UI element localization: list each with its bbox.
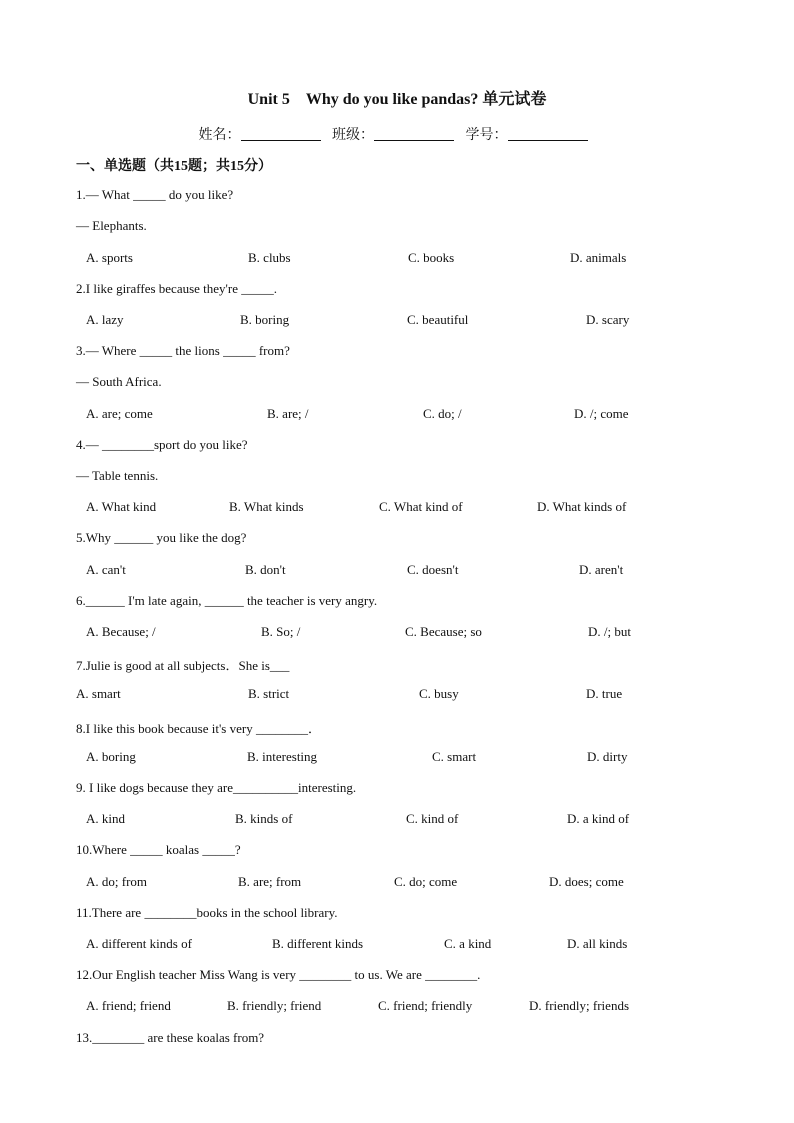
option-d: D. true bbox=[586, 686, 623, 701]
id-blank bbox=[508, 126, 588, 141]
option-c: C. a kind bbox=[444, 936, 492, 951]
name-label: 姓名： bbox=[198, 128, 241, 143]
option-a: A. are; come bbox=[86, 406, 153, 421]
class-label: 班级： bbox=[332, 128, 374, 143]
question-stem: 1.— What _____ do you like? bbox=[76, 187, 234, 202]
option-row bbox=[0, 250, 794, 268]
section-title: 一、单选题（共15题；共15分） bbox=[76, 159, 272, 174]
question-reply: — Table tennis. bbox=[76, 468, 159, 483]
option-b: B. don't bbox=[245, 562, 286, 577]
option-c: C. smart bbox=[432, 749, 477, 764]
option-c: C. Because; so bbox=[405, 624, 482, 639]
option-c: C. books bbox=[408, 250, 455, 265]
option-c: C. beautiful bbox=[407, 312, 469, 327]
option-row bbox=[0, 562, 794, 580]
option-c: C. do; come bbox=[394, 874, 458, 889]
option-b: B. different kinds bbox=[272, 936, 364, 951]
option-row bbox=[0, 874, 794, 892]
question-stem: 4.— ________sport do you like? bbox=[76, 437, 248, 452]
option-d: D. animals bbox=[570, 250, 627, 265]
option-d: D. aren't bbox=[579, 562, 624, 577]
option-d: D. a kind of bbox=[567, 811, 630, 826]
question-reply: — South Africa. bbox=[76, 374, 162, 389]
page-title: Unit 5 Why do you like pandas? 单元试卷 bbox=[247, 91, 547, 108]
question-stem: 12.Our English teacher Miss Wang is very ________ to us. We are ________. bbox=[76, 967, 481, 982]
option-row bbox=[0, 936, 794, 954]
class-blank bbox=[374, 126, 454, 141]
question-stem: 10.Where _____ koalas _____? bbox=[76, 842, 241, 857]
option-row bbox=[0, 624, 794, 642]
option-b: B. strict bbox=[248, 686, 290, 701]
question-stem: 8.I like this book because it's very ________． bbox=[76, 721, 321, 736]
option-d: D. scary bbox=[586, 312, 630, 327]
question-stem: 11.There are ________books in the school library. bbox=[76, 905, 338, 920]
question-stem: 13.________ are these koalas from? bbox=[76, 1030, 265, 1045]
option-d: D. all kinds bbox=[567, 936, 628, 951]
option-a: A. Because; / bbox=[86, 624, 156, 639]
option-d: D. /; come bbox=[574, 406, 629, 421]
option-d: D. dirty bbox=[587, 749, 628, 764]
question-stem: 3.— Where _____ the lions _____ from? bbox=[76, 343, 290, 358]
option-a: A. boring bbox=[86, 749, 136, 764]
option-b: B. kinds of bbox=[235, 811, 293, 826]
option-b: B. What kinds bbox=[229, 499, 304, 514]
question-stem: 5.Why ______ you like the dog? bbox=[76, 530, 247, 545]
name-blank bbox=[241, 126, 321, 141]
question-stem: 2.I like giraffes because they're _____. bbox=[76, 281, 277, 296]
option-a: A. lazy bbox=[86, 312, 124, 327]
option-row bbox=[0, 998, 794, 1016]
option-row bbox=[0, 686, 794, 704]
option-b: B. are; / bbox=[267, 406, 309, 421]
option-c: C. busy bbox=[419, 686, 459, 701]
id-label: 学号： bbox=[465, 128, 508, 143]
option-b: B. So; / bbox=[261, 624, 301, 639]
option-a: A. What kind bbox=[86, 499, 157, 514]
option-a: A. can't bbox=[86, 562, 126, 577]
option-d: D. /; but bbox=[588, 624, 631, 639]
option-a: A. different kinds of bbox=[86, 936, 192, 951]
question-stem: 6.______ I'm late again, ______ the teacher is very angry. bbox=[76, 593, 378, 608]
option-a: A. friend; friend bbox=[86, 998, 171, 1013]
option-row bbox=[0, 312, 794, 330]
option-c: C. doesn't bbox=[407, 562, 459, 577]
option-b: B. boring bbox=[240, 312, 290, 327]
option-row bbox=[0, 499, 794, 517]
option-d: D. What kinds of bbox=[537, 499, 627, 514]
option-a: A. smart bbox=[76, 686, 121, 701]
option-row bbox=[0, 811, 794, 829]
option-b: B. friendly; friend bbox=[227, 998, 322, 1013]
option-d: D. friendly; friends bbox=[529, 998, 630, 1013]
question-stem: 7.Julie is good at all subjects．She is___ bbox=[76, 658, 290, 673]
option-a: A. sports bbox=[86, 250, 133, 265]
question-stem: 9. I like dogs because they are__________interesting. bbox=[76, 780, 357, 795]
option-b: B. clubs bbox=[248, 250, 291, 265]
option-a: A. kind bbox=[86, 811, 125, 826]
option-c: C. friend; friendly bbox=[378, 998, 473, 1013]
option-d: D. does; come bbox=[549, 874, 624, 889]
option-row bbox=[0, 749, 794, 767]
option-row bbox=[0, 406, 794, 424]
option-c: C. kind of bbox=[406, 811, 459, 826]
option-c: C. What kind of bbox=[379, 499, 463, 514]
option-a: A. do; from bbox=[86, 874, 148, 889]
student-info-row bbox=[0, 124, 794, 144]
option-b: B. interesting bbox=[247, 749, 318, 764]
option-b: B. are; from bbox=[238, 874, 302, 889]
question-reply: — Elephants. bbox=[76, 218, 147, 233]
option-c: C. do; / bbox=[423, 406, 462, 421]
